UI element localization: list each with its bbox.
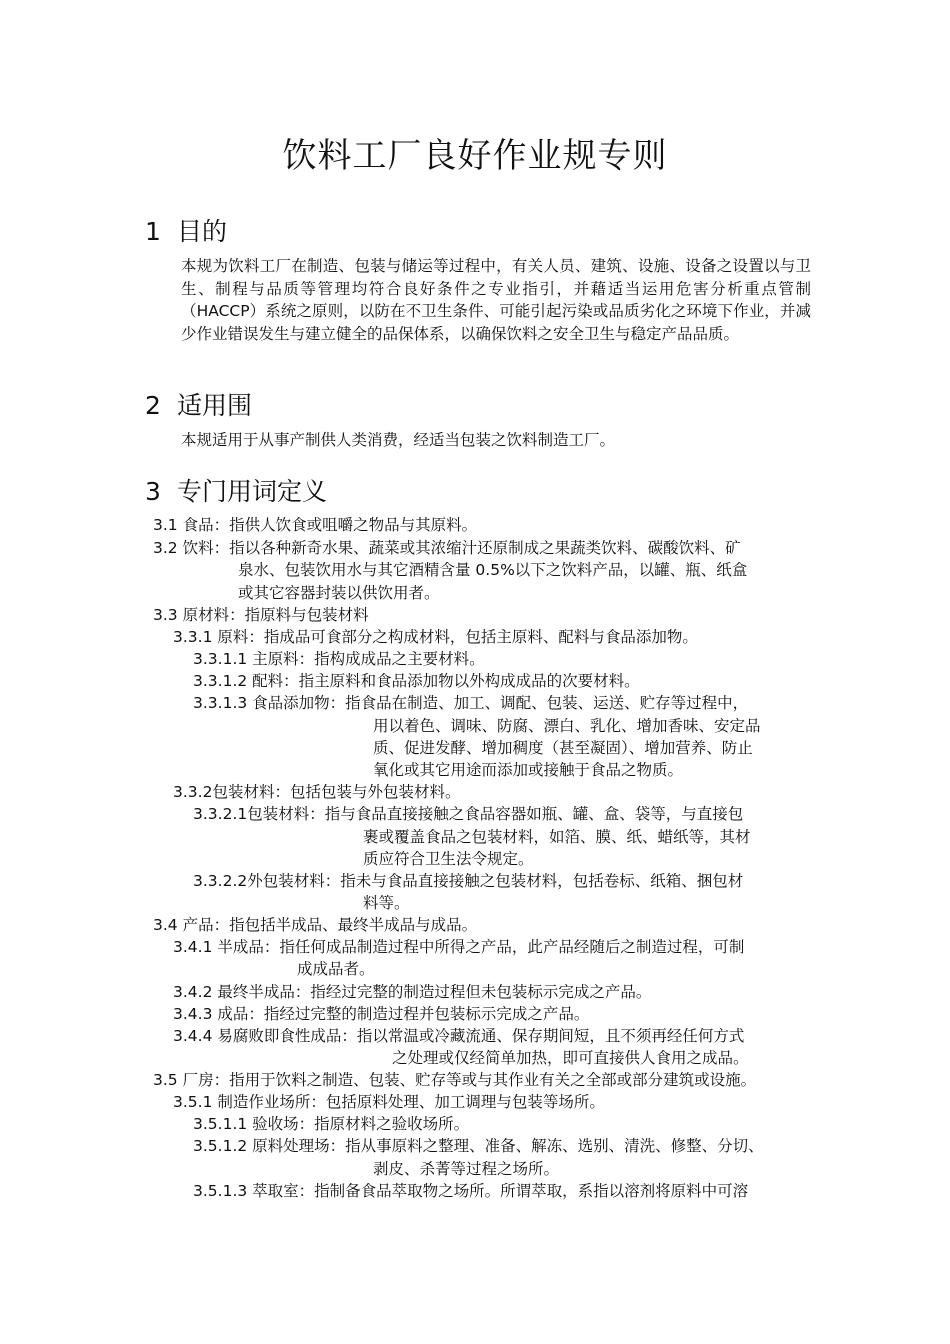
definition-3-5-1-2-line: 剥皮、杀菁等过程之场所。 [373, 1160, 560, 1178]
definition-3-3-1-1: 3.3.1.1 主原料：指构成成品之主要材料。 [193, 650, 485, 668]
definition-3-4: 3.4 产品：指包括半成品、最终半成品与成品。 [153, 916, 478, 934]
definition-3-3-1-3-line: 质、促进发酵、增加稠度（甚至凝固）、增加营养、防止 [373, 739, 753, 757]
definition-3-1: 3.1 食品：指供人饮食或咀嚼之物品与其原料。 [153, 516, 478, 534]
definition-3-4-3: 3.4.3 成品：指经过完整的制造过程并包装标示完成之产品。 [173, 1005, 590, 1023]
definition-3-2: 3.2 饮料：指以各种新奇水果、蔬菜或其浓缩汁还原制成之果蔬类饮料、碳酸饮料、矿 [153, 539, 741, 557]
section-number: 3 [145, 477, 161, 506]
definition-3-3-2-1-line: 质应符合卫生法令规定。 [363, 850, 534, 868]
definition-3-4-1-line: 成成品者。 [297, 960, 375, 978]
definition-3-5-1-3: 3.5.1.3 萃取室：指制备食品萃取物之场所。所谓萃取，系指以溶剂将原料中可溶 [193, 1182, 749, 1200]
section-number: 2 [145, 391, 161, 420]
definition-3-4-2: 3.4.2 最终半成品：指经过完整的制造过程但未包装标示完成之产品。 [173, 983, 652, 1001]
section-1-body: 本规为饮料工厂在制造、包装与储运等过程中，有关人员、建筑、设施、设备之设置以与卫生、制程与品质等管理均符合良好条件之专业指引，并藉适当运用危害分析重点管制（HACCP）系统之原则，以防在不卫生条件、可能引起污染或品质劣化之环境下作业，并减少作业错误发生与建立健全的品保体系，以确保饮料之安全卫生与稳定产品品质。 [181, 257, 811, 343]
definition-3-3-1: 3.3.1 原料：指成品可食部分之构成材料，包括主原料、配料与食品添加物。 [173, 628, 698, 646]
definition-3-3-1-3: 3.3.1.3 食品添加物：指食品在制造、加工、调配、包装、运送、贮存等过程中， [193, 694, 749, 712]
definition-3-2-line: 泉水、包装饮用水与其它酒精含量 0.5%以下之饮料产品，以罐、瓶、纸盒 [238, 561, 748, 579]
definition-3-4-4-line: 之处理或仅经简单加热，即可直接供人食用之成品。 [392, 1049, 749, 1067]
section-title: 目的 [177, 217, 228, 246]
section-title: 专门用词定义 [177, 477, 328, 506]
section-3-heading [145, 472, 327, 508]
definition-3-3-2-2: 3.3.2.2外包装材料：指未与食品直接接触之包装材料，包括卷标、纸箱、捆包材 [193, 872, 744, 890]
document-title: 饮料工厂良好作业规专则 [282, 136, 668, 176]
definition-3-3-1-3-line: 氧化或其它用途而添加或接触于食品之物质。 [373, 761, 684, 779]
definition-3-4-1: 3.4.1 半成品：指任何成品制造过程中所得之产品，此产品经随后之制造过程，可制 [173, 938, 745, 956]
definition-3-3-2-2-line: 料等。 [363, 894, 410, 912]
definition-3-2-line: 或其它容器封装以供饮用者。 [238, 584, 440, 602]
section-2-body: 本规适用于从事产制供人类消费，经适当包装之饮料制造工厂。 [181, 431, 616, 449]
definition-3-5-1-1: 3.5.1.1 验收场：指原材料之验收场所。 [193, 1115, 470, 1133]
definition-3-3-2: 3.3.2包装材料：包括包装与外包装材料。 [173, 783, 461, 801]
section-1-heading [145, 212, 227, 248]
definition-3-4-4: 3.4.4 易腐败即食性成品：指以常温或冷藏流通、保存期间短，且不须再经任何方式 [173, 1027, 745, 1045]
definition-3-5: 3.5 厂房：指用于饮料之制造、包装、贮存等或与其作业有关之全部或部分建筑或设施。 [153, 1071, 757, 1089]
definition-3-5-1-2: 3.5.1.2 原料处理场：指从事原料之整理、准备、解冻、选别、清洗、修整、分切、 [193, 1137, 764, 1155]
definition-3-5-1: 3.5.1 制造作业场所：包括原料处理、加工调理与包装等场所。 [173, 1093, 605, 1111]
section-title: 适用围 [177, 391, 253, 420]
section-2-heading [145, 386, 252, 422]
definition-3-3-1-2: 3.3.1.2 配料：指主原料和食品添加物以外构成成品的次要材料。 [193, 672, 640, 690]
section-number: 1 [145, 217, 161, 246]
definition-3-3-2-1-line: 裹或覆盖食品之包装材料，如箔、膜、纸、蜡纸等，其材 [363, 828, 751, 846]
definition-3-3-2-1: 3.3.2.1包装材料：指与食品直接接触之食品容器如瓶、罐、盒、袋等，与直接包 [193, 805, 744, 823]
definition-3-3-1-3-line: 用以着色、调味、防腐、漂白、乳化、增加香味、安定品 [373, 717, 761, 735]
definition-3-3: 3.3 原材料：指原料与包装材料 [153, 606, 369, 624]
